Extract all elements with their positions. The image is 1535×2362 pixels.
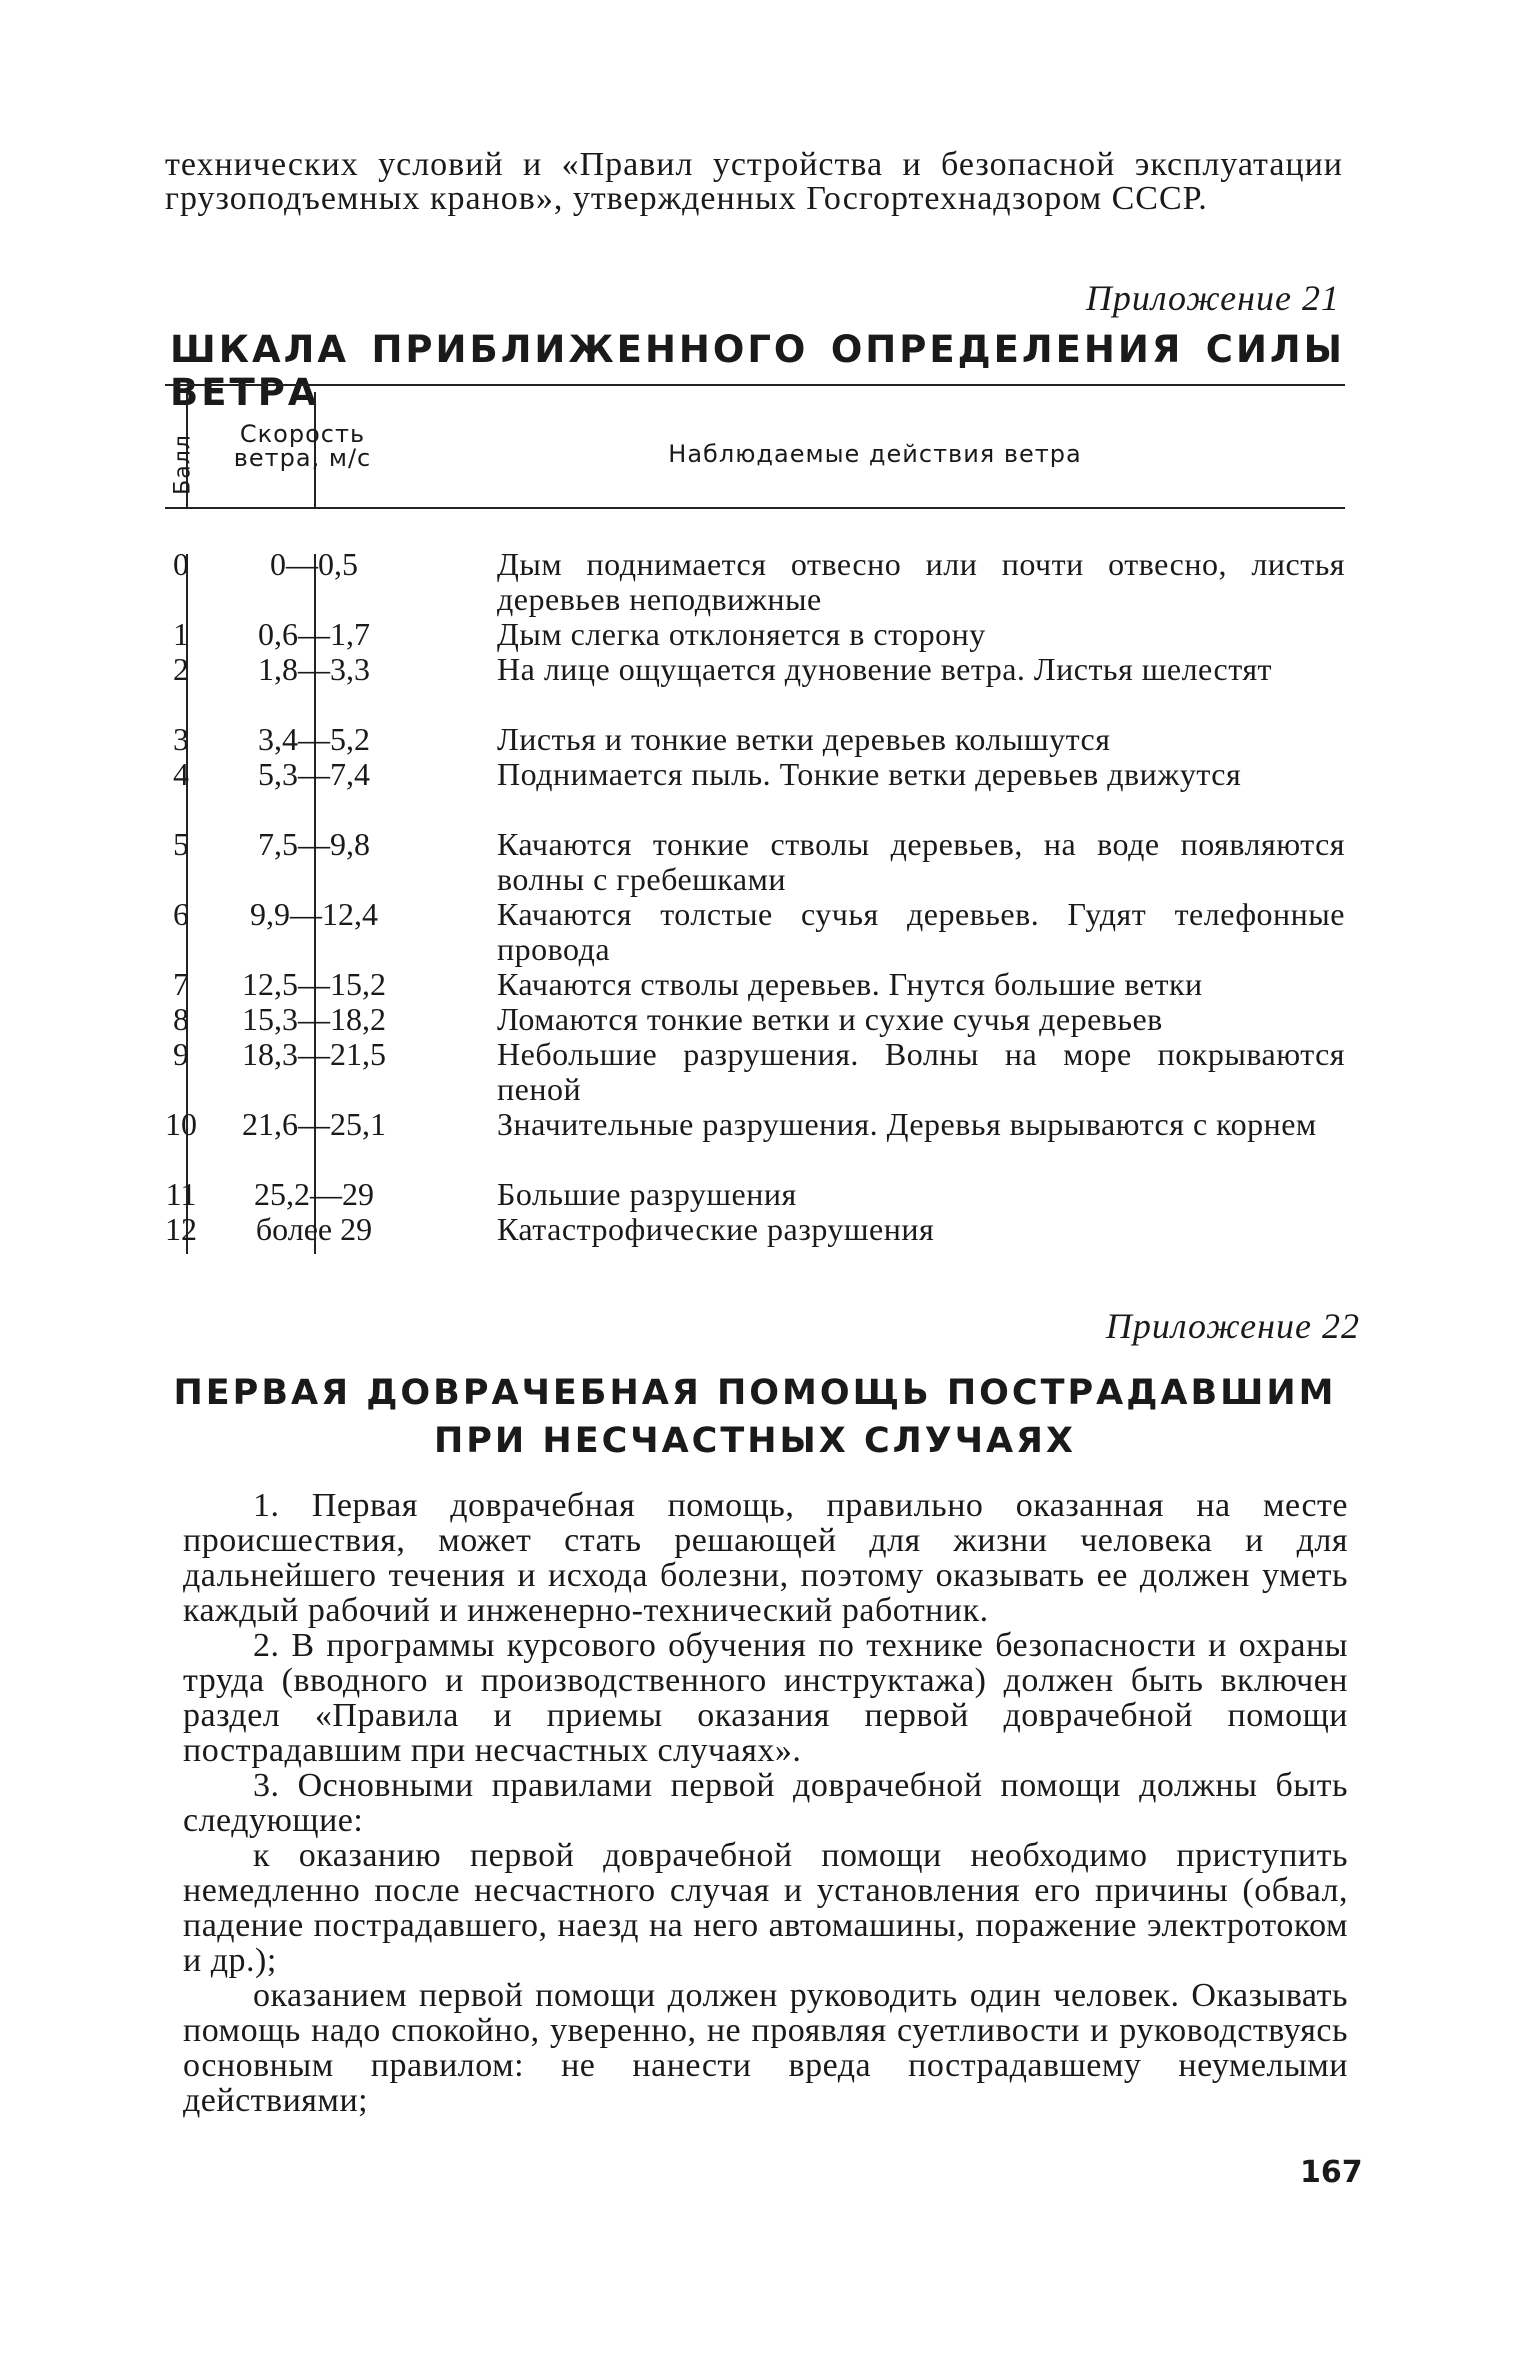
row-speed: 0,6—1,7 [258,616,370,652]
paragraph-2: 2. В программы курсового обучения по технике безопасности и охраны труда (вводного и производственного инструктажа) должен быть включен раздел «Правила и приемы оказания первой доврачебной помощи пострадавшим при несчастных случаях». [183,1627,1348,1769]
row-speed: 1,8—3,3 [258,651,370,687]
row-description: Листья и тонкие ветки деревьев колышутся [497,721,1111,757]
row-speed: 0—0,5 [270,546,358,582]
row-speed: 5,3—7,4 [258,756,370,792]
paragraph-3: 3. Основными правилами первой доврачебной помощи должны быть следующие: [183,1767,1348,1839]
row-description: Значительные разрушения. Деревья вырываются с корнем [497,1106,1317,1142]
row-ball: 1 [173,616,189,652]
row-ball: 5 [173,826,189,862]
intro-paragraph: технических условий и «Правил устройства и безопасной эксплуатации грузоподъемных кранов», утвержденных Госгортехнадзором СССР. [165,146,1343,217]
row-description: Поднимается пыль. Тонкие ветки деревьев движутся [497,756,1242,792]
row-ball: 10 [165,1106,197,1142]
row-ball: 11 [165,1176,197,1212]
appendix-22-label: Приложение 22 [1105,1306,1360,1346]
row-description: Дым слегка отклоняется в сторону [497,616,986,652]
row-speed: 9,9—12,4 [250,896,378,932]
row-speed: 7,5—9,8 [258,826,370,862]
row-description: Качаются тонкие стволы деревьев, на воде появляются волны с гребешками [497,826,1345,897]
row-description: Небольшие разрушения. Волны на море покрываются пеной [497,1036,1345,1107]
row-speed: 12,5—15,2 [242,966,386,1002]
row-description: Качаются толстые сучья деревьев. Гудят телефонные провода [497,896,1345,967]
row-ball: 6 [173,896,189,932]
row-description: Дым поднимается отвесно или почти отвесно, листья деревьев неподвижные [497,546,1345,617]
row-ball: 3 [173,721,189,757]
row-description: Качаются стволы деревьев. Гнутся большие ветки [497,966,1203,1002]
table-header-rule [165,507,1345,509]
appendix-22-title: ПЕРВАЯ ДОВРАЧЕБНАЯ ПОМОЩЬ ПОСТРАДАВШИМ ПРИ НЕСЧАСТНЫХ СЛУЧАЯХ [173,1373,1337,1461]
row-description: Ломаются тонкие ветки и сухие сучья деревьев [497,1001,1163,1037]
header-speed: Скорость ветра, м/с [233,420,372,472]
row-ball: 4 [173,756,189,792]
row-speed: 21,6—25,1 [242,1106,386,1142]
row-speed: 15,3—18,2 [242,1001,386,1037]
wind-scale-table [165,384,1345,1256]
row-ball: 9 [173,1036,189,1072]
row-description: На лице ощущается дуновение ветра. Листья шелестят [497,651,1273,687]
row-description: Катастрофические разрушения [497,1211,935,1247]
row-speed: 3,4—5,2 [258,721,370,757]
row-speed: 18,3—21,5 [242,1036,386,1072]
row-description: Большие разрушения [497,1176,797,1212]
row-speed: 25,2—29 [254,1176,374,1212]
row-speed: более 29 [255,1211,373,1247]
row-ball: 8 [173,1001,189,1037]
paragraph-5: оказанием первой помощи должен руководить один человек. Оказывать помощь надо спокойно, уверенно, не проявляя суетливости и руководствуясь основным правилом: не нанести вреда пострадавшему неумелыми действиями; [183,1977,1348,2119]
paragraph-1: 1. Первая доврачебная помощь, правильно оказанная на месте происшествия, может стать решающей для жизни человека и для дальнейшего течения и исхода болезни, поэтому оказывать ее должен уметь каждый рабочий и инженерно-технический работник. [183,1487,1348,1629]
header-description: Наблюдаемые действия ветра [668,440,1082,468]
appendix-21-label: Приложение 21 [1085,278,1340,318]
row-ball: 7 [173,966,189,1002]
header-ball: Балл [170,434,196,495]
row-ball: 12 [165,1211,197,1247]
row-ball: 2 [173,651,189,687]
table-top-rule [165,384,1345,386]
page-number: 167 [1300,2155,1363,2190]
paragraph-4: к оказанию первой доврачебной помощи необходимо приступить немедленно после несчастного случая и установления его причины (обвал, падение пострадавшего, наезд на него автомашины, поражение электротоком и др.); [183,1837,1348,1979]
row-ball: 0 [173,546,189,582]
appendix-21-title: ШКАЛА ПРИБЛИЖЕННОГО ОПРЕДЕЛЕНИЯ СИЛЫ ВЕТРА [170,328,1345,414]
